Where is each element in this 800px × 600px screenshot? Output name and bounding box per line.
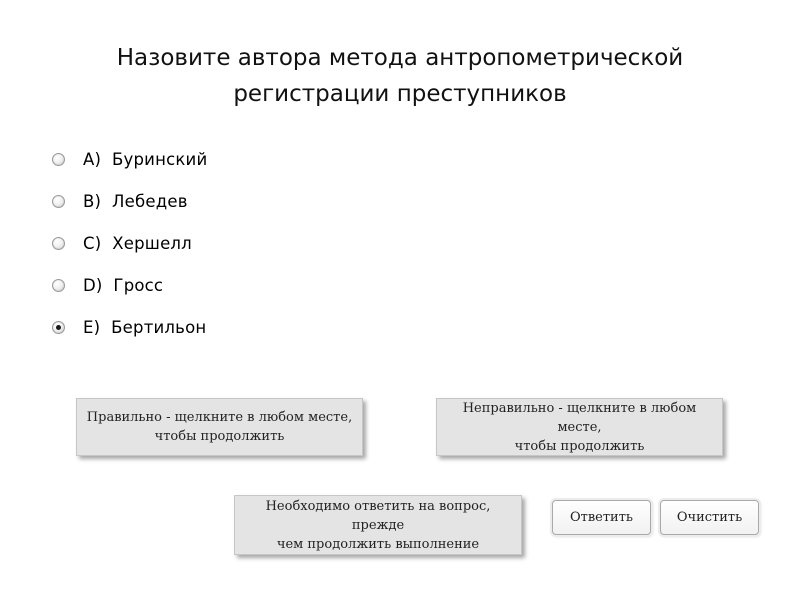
radio-button-icon[interactable] [52,153,65,166]
radio-button-icon[interactable] [52,279,65,292]
correct-feedback-line-1: Правильно - щелкните в любом месте, [86,410,353,425]
option-b[interactable] [52,180,452,222]
option-label: A) Буринский [83,149,208,169]
answer-required-line-1: Необходимо ответить на вопрос, прежде [265,498,491,533]
answer-required-box[interactable] [234,495,522,555]
incorrect-feedback-box[interactable] [436,398,723,456]
correct-feedback-line-2: чтобы продолжить [154,429,285,444]
option-label: D) Гросс [83,275,164,295]
radio-button-icon[interactable] [52,237,65,250]
radio-button-selected-icon[interactable] [52,321,65,334]
answer-options [52,138,452,348]
option-a[interactable] [52,138,452,180]
correct-feedback-box[interactable] [76,398,363,456]
option-c[interactable] [52,222,452,264]
option-d[interactable] [52,264,452,306]
clear-button[interactable]: Очистить [660,500,759,535]
question-title [40,40,760,112]
incorrect-feedback-line-2: чтобы продолжить [514,438,645,454]
incorrect-feedback-line-1: Неправильно - щелкните в любом месте, [462,400,697,435]
option-e[interactable] [52,306,452,348]
answer-required-line-2: чем продолжить выполнение [276,536,480,552]
option-label: C) Хершелл [83,233,192,253]
question-title-line-1: Назовите автора метода антропометрической [116,45,684,71]
option-label: E) Бертильон [83,317,207,337]
option-label: B) Лебедев [83,191,188,211]
radio-button-icon[interactable] [52,195,65,208]
submit-button[interactable]: Ответить [552,500,651,535]
question-title-line-2: регистрации преступников [233,81,567,107]
